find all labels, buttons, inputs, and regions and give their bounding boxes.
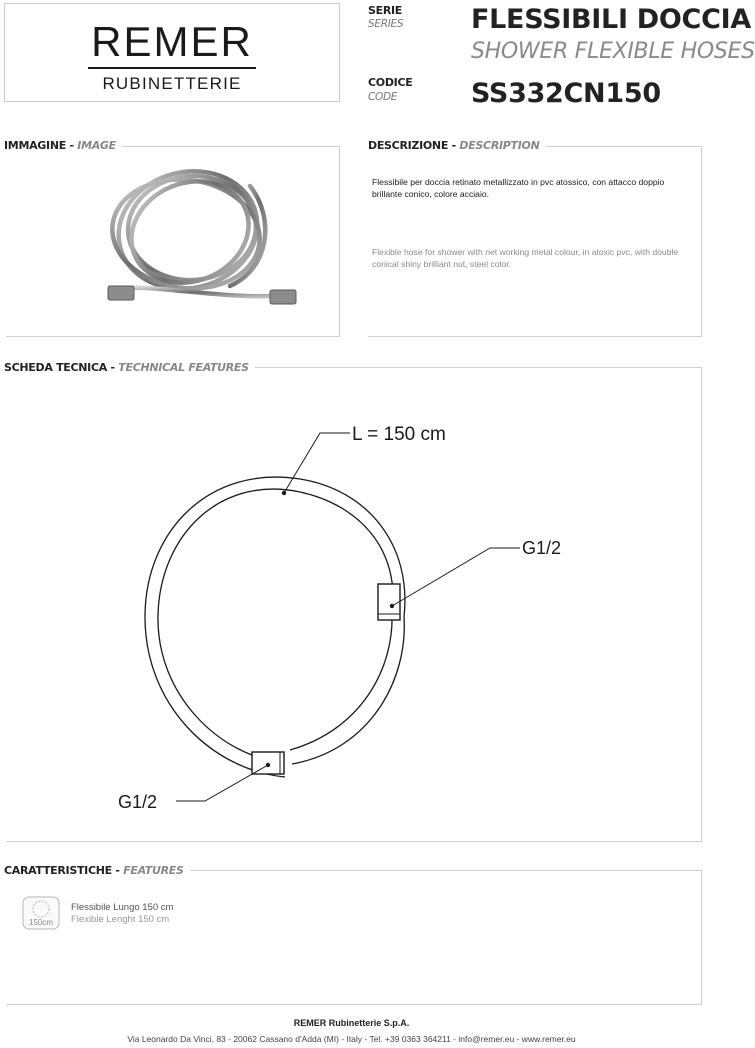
image-section-heading [4, 139, 122, 152]
technical-drawing [0, 380, 703, 840]
feature-length-english: Flexible Lenght 150 cm [71, 914, 170, 925]
footer-company: REMER Rubinetterie S.p.A. [293, 1018, 410, 1028]
technical-section-bottom-rule [6, 841, 702, 842]
description-section-right-rule [701, 146, 702, 336]
description-section-label: DESCRIZIONE [368, 139, 449, 152]
connector-bottom-leader-dot [266, 763, 270, 767]
technical-section-label-en: TECHNICAL FEATURES [118, 361, 249, 374]
length-leader-dot [282, 491, 286, 495]
code-value: SS332CN150 [471, 78, 661, 109]
image-section-bottom-rule [6, 336, 340, 337]
hose-outer-loop [158, 489, 393, 762]
technical-section-sep: - [106, 361, 119, 374]
technical-section-heading [4, 361, 255, 374]
code-label-en: CODE [368, 91, 398, 103]
serie-title: FLESSIBILI DOCCIA [471, 4, 751, 35]
features-section-sep: - [111, 864, 124, 877]
image-section-label-en: IMAGE [77, 139, 116, 152]
description-section-heading [368, 139, 546, 152]
connector-top-leader-dot [390, 604, 394, 608]
features-section-label: CARATTERISTICHE [4, 864, 112, 877]
description-section-label-en: DESCRIPTION [459, 139, 540, 152]
image-section-right-rule [339, 146, 340, 336]
logo-box [4, 3, 340, 102]
code-label: CODICE [368, 76, 413, 89]
connector-top-leader-line [392, 548, 520, 606]
features-section-heading [4, 864, 190, 877]
description-section-bottom-rule [368, 336, 702, 337]
length-label: L = 150 cm [352, 424, 446, 445]
connector-top-body [378, 584, 400, 620]
hose-length-icon-text: 150cm [28, 918, 54, 927]
serie-label-en: SERIES [368, 18, 404, 30]
hose-outer-loop-2 [145, 477, 405, 777]
features-section-bottom-rule [6, 1004, 702, 1005]
hose-nut-right [270, 290, 296, 304]
serie-label: SERIE [368, 4, 403, 17]
description-italian: Flessibile per doccia retinato metallizzato in pvc atossico, con attacco doppio brillante conico, colore acciaio. [372, 177, 665, 199]
hose-nut-left [108, 286, 134, 300]
image-section-label: IMMAGINE [4, 139, 66, 152]
logo-divider [88, 67, 256, 69]
feature-length-italian: Flessibile Lungo 150 cm [71, 902, 174, 913]
features-section-right-rule [701, 870, 702, 1004]
footer-address: Via Leonardo Da Vinci, 83 - 20062 Cassano d'Adda (MI) - Italy - Tel. +39 0363 364211 - info@remer.eu - www.remer.eu [127, 1034, 576, 1044]
description-section-sep: - [448, 139, 460, 152]
brand-logo: REMER [91, 18, 253, 65]
serie-title-en: SHOWER FLEXIBLE HOSES [471, 39, 755, 64]
hose-return-outer [292, 617, 404, 764]
product-photo-hose [100, 158, 300, 318]
features-section-label-en: FEATURES [123, 864, 184, 877]
description-english: Flexible hose for shower with net working metal colour, in atoxic pvc, with double conical shiny brilliant nut, steel color. [372, 247, 679, 269]
hose-return-inner [290, 613, 392, 750]
hose-length-icon [22, 896, 60, 930]
connector-top-label: G1/2 [522, 538, 562, 558]
length-leader-line [284, 433, 350, 493]
connector-bottom-label: G1/2 [118, 792, 158, 812]
image-section-sep: - [65, 139, 78, 152]
technical-section-label: SCHEDA TECNICA [4, 361, 107, 374]
brand-subtitle: RUBINETTERIE [102, 74, 242, 93]
